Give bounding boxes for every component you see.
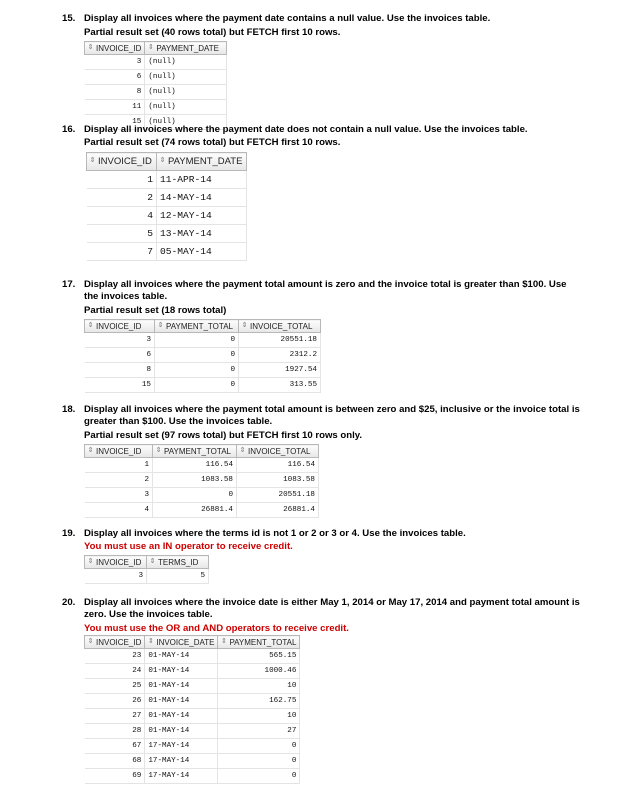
table-header-row <box>85 320 321 333</box>
table-row: 6 0 2312.2 <box>85 348 321 363</box>
column-header[interactable]: ⇕ INVOICE_TOTAL <box>239 320 321 333</box>
sort-arrows-icon[interactable]: ⇕ <box>87 558 94 566</box>
column-header[interactable]: ⇕ PAYMENT_TOTAL <box>155 320 239 333</box>
sort-arrows-icon[interactable]: ⇕ <box>221 638 227 646</box>
table-row: 2 1083.58 1083.58 <box>85 473 319 488</box>
table-row: 3 (null) <box>85 55 227 70</box>
sort-arrows-icon[interactable]: ⇕ <box>241 322 248 330</box>
question-19 <box>62 528 582 540</box>
column-header[interactable]: ⇕ PAYMENT_TOTAL <box>153 445 237 458</box>
result-table-16 <box>86 152 247 261</box>
column-header[interactable]: ⇕ PAYMENT_TOTAL <box>218 636 300 649</box>
question-text: Display all invoices where the invoice date is either May 1, 2014 or May 17, 2014 and payment total amount is zero. Use the invoices table. <box>84 597 580 620</box>
result-table-19 <box>84 555 209 584</box>
table-row: 27 01-MAY-14 10 <box>85 709 300 724</box>
table-row: 4 26881.4 26881.4 <box>85 503 319 518</box>
sort-arrows-icon[interactable]: ⇕ <box>87 447 94 455</box>
sort-arrows-icon[interactable]: ⇕ <box>159 157 166 165</box>
result-note: Partial result set (74 rows total) but FETCH first 10 rows. <box>84 137 341 148</box>
table-row: 28 01-MAY-14 27 <box>85 724 300 739</box>
table-row: 15 (null) <box>85 115 227 130</box>
table-row: 8 0 1927.54 <box>85 363 321 378</box>
result-note: Partial result set (97 rows total) but FETCH first 10 rows only. <box>84 430 363 441</box>
table-row: 23 01-MAY-14 565.15 <box>85 649 300 664</box>
column-header[interactable]: ⇕ PAYMENT_DATE <box>145 42 227 55</box>
question-number: 16. <box>62 124 76 135</box>
sort-arrows-icon[interactable]: ⇕ <box>147 44 154 52</box>
sort-arrows-icon[interactable]: ⇕ <box>87 322 94 330</box>
question-text: Display all invoices where the terms id is not 1 or 2 or 3 or 4. Use the invoices table. <box>84 528 466 539</box>
sort-arrows-icon[interactable]: ⇕ <box>149 558 156 566</box>
question-15 <box>62 13 582 25</box>
question-number: 17. <box>62 279 76 290</box>
table-row: 7 05-MAY-14 <box>87 243 247 261</box>
column-header[interactable]: ⇕ INVOICE_ID <box>87 153 157 171</box>
table-row: 3 5 <box>85 569 209 584</box>
question-text: Display all invoices where the payment total amount is zero and the invoice total is greater than $100. Use the invoices table. <box>84 279 567 302</box>
column-header[interactable]: ⇕ TERMS_ID <box>147 556 209 569</box>
table-row: 1 11-APR-14 <box>87 171 247 189</box>
column-header[interactable]: ⇕ INVOICE_ID <box>85 445 153 458</box>
result-table-15 <box>84 41 227 130</box>
table-row: 4 12-MAY-14 <box>87 207 247 225</box>
sort-arrows-icon[interactable]: ⇕ <box>87 638 94 646</box>
table-row: 3 0 20551.18 <box>85 488 319 503</box>
result-table-18 <box>84 444 319 518</box>
question-number: 18. <box>62 404 76 415</box>
table-row: 67 17-MAY-14 0 <box>85 739 300 754</box>
sort-arrows-icon[interactable]: ⇕ <box>155 447 162 455</box>
question-17 <box>62 279 582 303</box>
question-20 <box>62 597 582 621</box>
column-header[interactable]: ⇕ INVOICE_DATE <box>145 636 218 649</box>
column-header[interactable]: ⇕ INVOICE_ID <box>85 320 155 333</box>
table-header-row <box>85 42 227 55</box>
result-table-17 <box>84 319 321 393</box>
question-number: 15. <box>62 13 76 24</box>
table-header-row <box>85 556 209 569</box>
table-row: 1 116.54 116.54 <box>85 458 319 473</box>
table-row: 2 14-MAY-14 <box>87 189 247 207</box>
table-row: 24 01-MAY-14 1000.46 <box>85 664 300 679</box>
column-header[interactable]: ⇕ INVOICE_ID <box>85 556 147 569</box>
table-row: 11 (null) <box>85 100 227 115</box>
sort-arrows-icon[interactable]: ⇕ <box>147 638 154 646</box>
sort-arrows-icon[interactable]: ⇕ <box>239 447 246 455</box>
table-row: 3 0 20551.18 <box>85 333 321 348</box>
question-text: Display all invoices where the payment date contains a null value. Use the invoices table. <box>84 13 491 24</box>
result-table-20 <box>84 635 300 784</box>
question-number: 19. <box>62 528 76 539</box>
result-note: Partial result set (18 rows total) <box>84 305 227 316</box>
question-text: Display all invoices where the payment total amount is between zero and $25, inclusive or the invoice total is greater than $100. Use the invoices table. <box>84 404 580 427</box>
table-header-row <box>85 445 319 458</box>
table-header-row <box>87 153 247 171</box>
question-18 <box>62 404 582 428</box>
table-row: 68 17-MAY-14 0 <box>85 754 300 769</box>
table-row: 26 01-MAY-14 162.75 <box>85 694 300 709</box>
sort-arrows-icon[interactable]: ⇕ <box>157 322 164 330</box>
question-16 <box>62 124 582 136</box>
column-header[interactable]: ⇕ INVOICE_TOTAL <box>237 445 319 458</box>
table-row: 8 (null) <box>85 85 227 100</box>
column-header[interactable]: ⇕ INVOICE_ID <box>85 42 145 55</box>
question-text: Display all invoices where the payment date does not contain a null value. Use the invoices table. <box>84 124 528 135</box>
table-row: 25 01-MAY-14 10 <box>85 679 300 694</box>
column-header[interactable]: ⇕ INVOICE_ID <box>85 636 145 649</box>
table-row: 5 13-MAY-14 <box>87 225 247 243</box>
sort-arrows-icon[interactable]: ⇕ <box>89 157 96 165</box>
credit-requirement: You must use the OR and AND operators to receive credit. <box>84 623 349 634</box>
table-row: 15 0 313.55 <box>85 378 321 393</box>
sort-arrows-icon[interactable]: ⇕ <box>87 44 94 52</box>
question-number: 20. <box>62 597 76 608</box>
table-row: 69 17-MAY-14 0 <box>85 769 300 784</box>
result-note: Partial result set (40 rows total) but FETCH first 10 rows. <box>84 27 341 38</box>
credit-requirement: You must use an IN operator to receive credit. <box>84 541 293 552</box>
table-row: 6 (null) <box>85 70 227 85</box>
column-header[interactable]: ⇕ PAYMENT_DATE <box>157 153 247 171</box>
table-header-row <box>85 636 300 649</box>
